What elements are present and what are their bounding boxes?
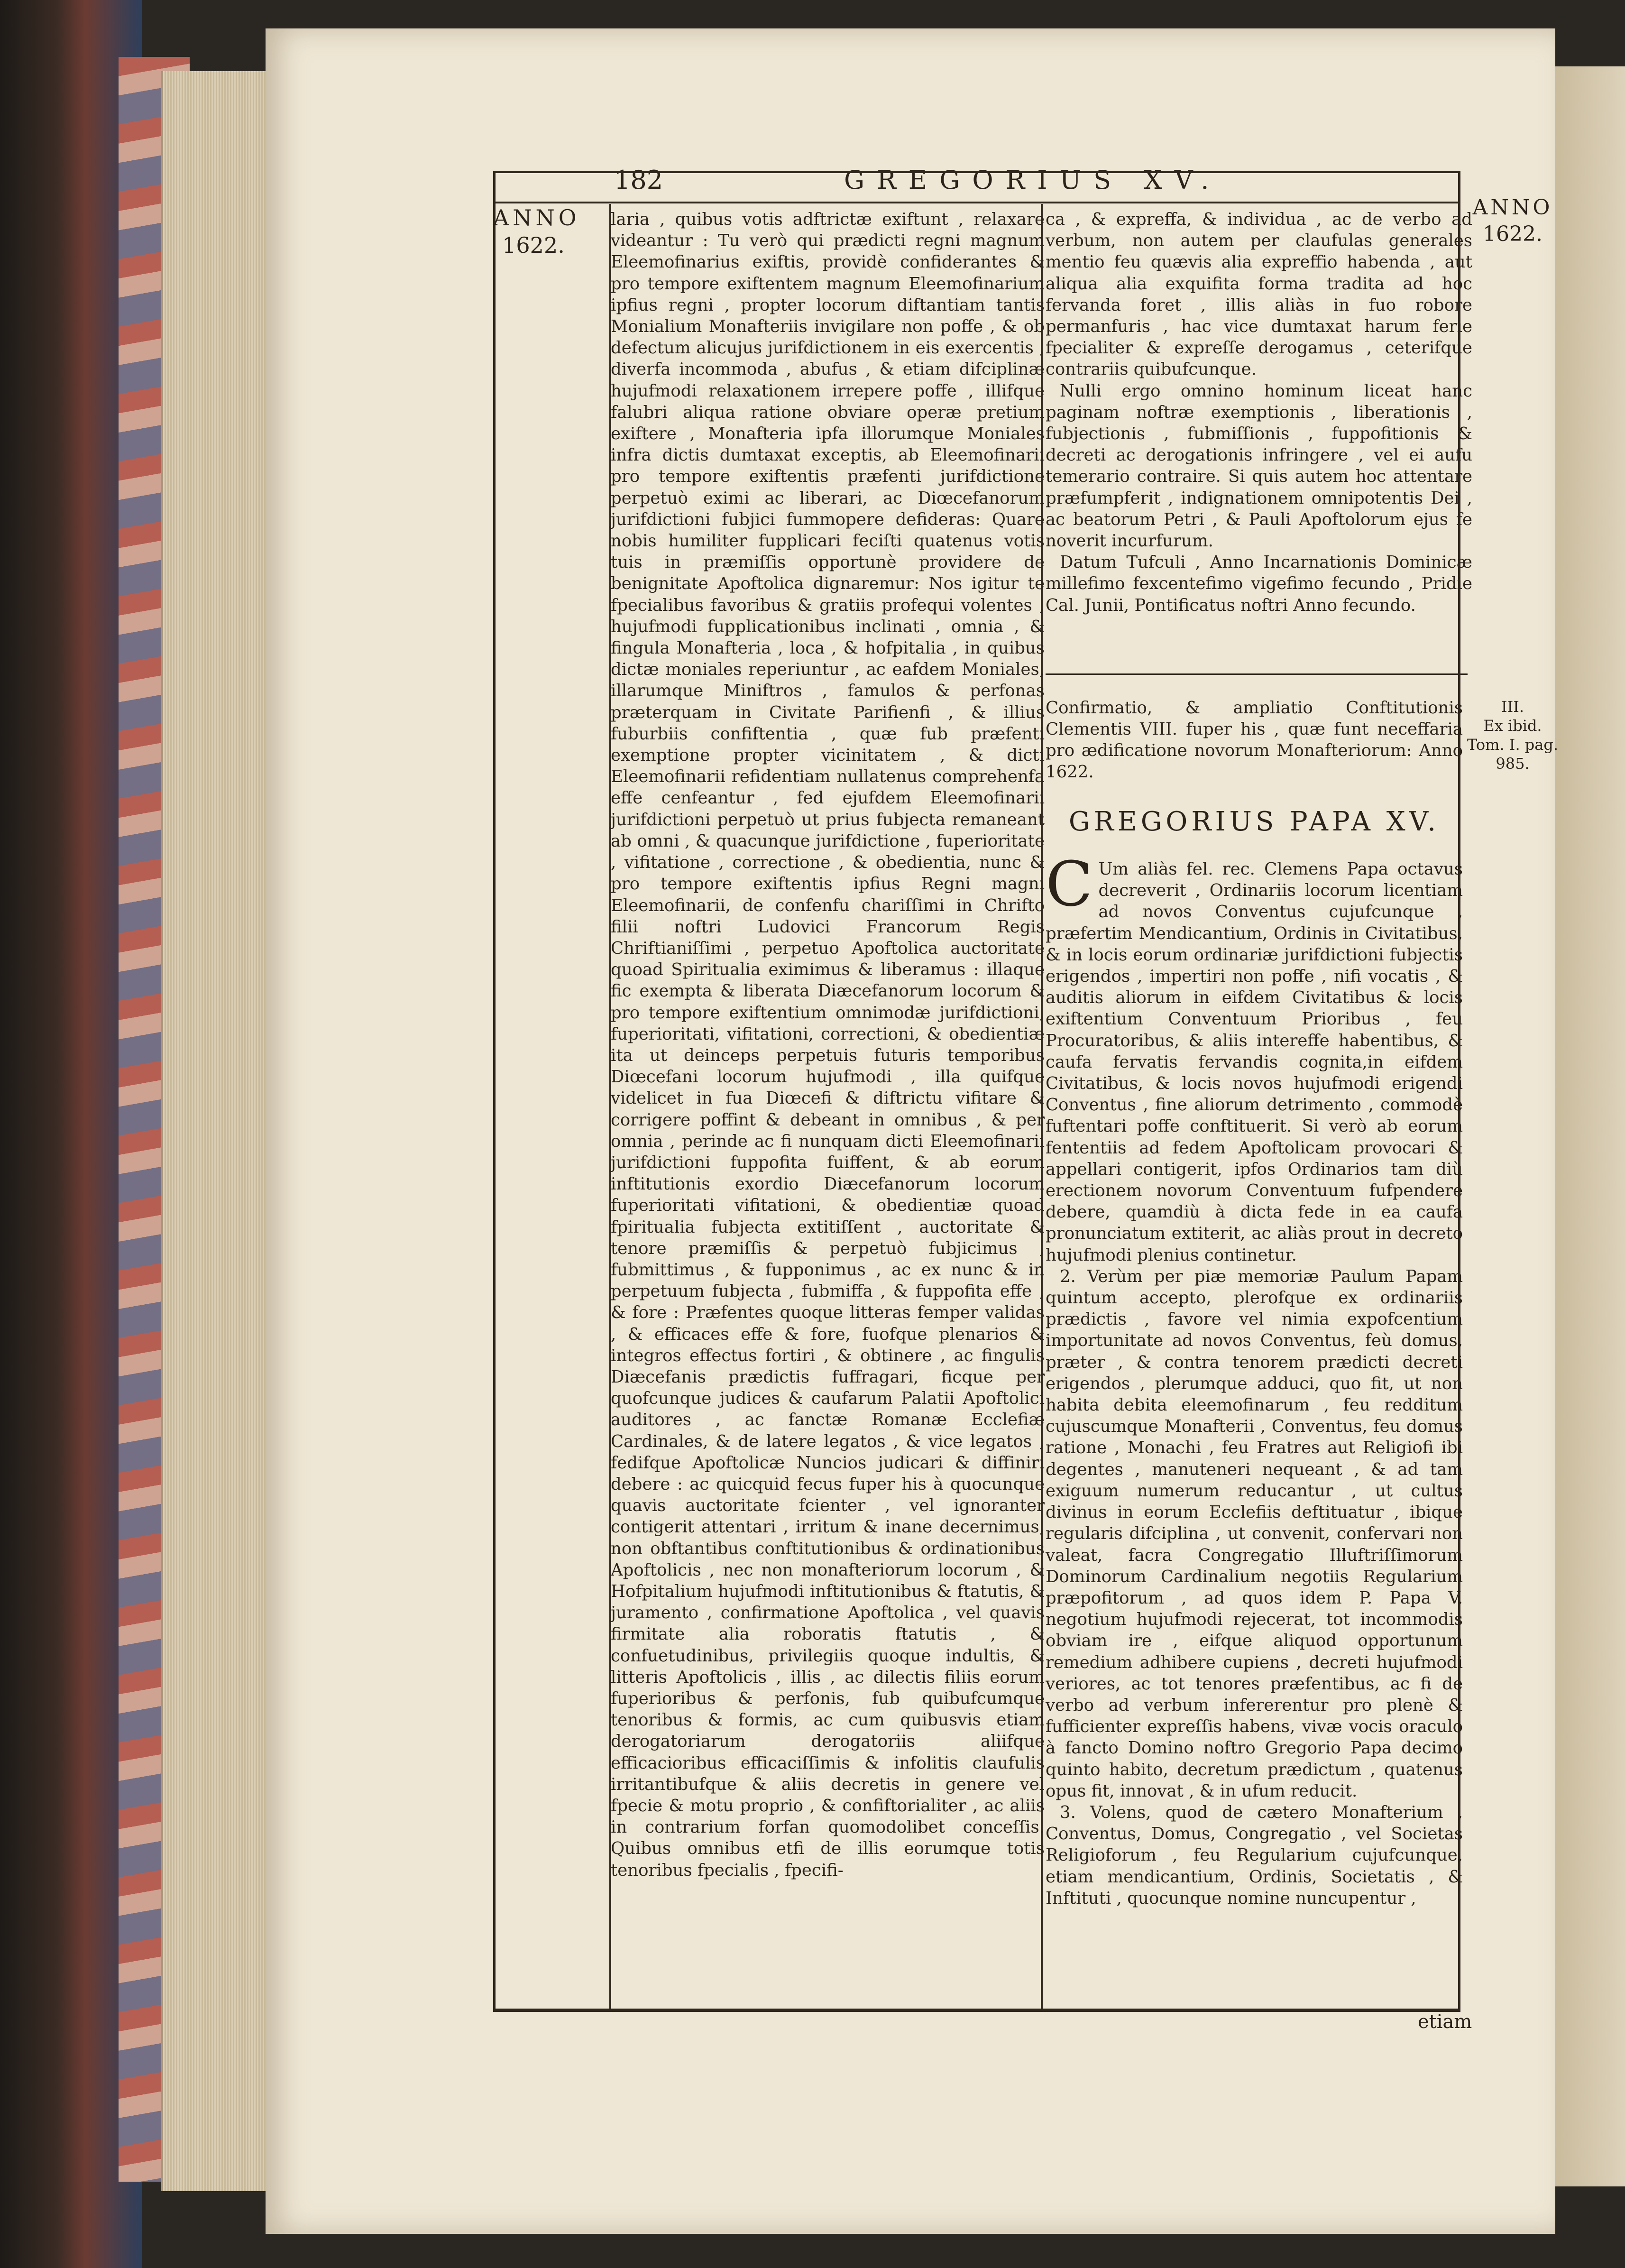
left-margin-year <box>493 204 580 259</box>
margin-note-line: III. <box>1501 698 1524 716</box>
margin-anno: ANNO <box>1472 195 1553 220</box>
left-column <box>611 209 1045 1881</box>
section-rule <box>1046 673 1468 675</box>
footer-rule <box>493 2010 1460 2012</box>
margin-note-line: Ex ibid. <box>1483 717 1542 735</box>
margin-year: 1622. <box>1483 222 1542 246</box>
margin-note-line: Tom. I. pag. <box>1467 736 1558 754</box>
header-rule <box>493 202 1460 203</box>
right-margin-year <box>1465 194 1560 248</box>
drop-capital: C <box>1046 848 1093 920</box>
left-column-text: laria , quibus votis adftrictæ exiftunt , relaxare videantur : Tu verò qui prædicti regni magnum Eleemofinarius exiftis, providè confiderantes & pro tempore exiftentem magnum Eleemofinarium ipfius regni , propter locorum diftantiam tantis Monialium Monafteriis invigilare non poffe , & ob defectum alicujus jurifdictionem in eis exercentis , diverfa incommoda , abufus , & etiam difciplinæ hujufmodi relaxationem irrepere poffe , illifque falubri aliqua ratione obviare operæ pretium exiftere , Monafteria ipfa illorumque Moniales infra dictis dumtaxat exceptis, ab Eleemofinarii pro tempore exiftentis præfenti jurifdictione perpetuò eximi ac liberari, ac Diœcefanorum jurifdictioni fubjici fummopere defideras: Quare nobis humiliter fupplicari feciſti quatenus votis tuis in præmiſſis opportunè providere de benignitate Apoftolica dignaremur: Nos igitur te fpecialibus favoribus & gratiis profequi volentes , hujufmodi fupplicationibus inclinati , omnia , & fingula Monafteria , loca , & hofpitalia , in quibus dictæ moniales reperiuntur , ac eafdem Moniales, illarumque Miniftros , famulos & perfonas præterquam in Civitate Parifienfi , & illius fuburbiis confiftentia , quæ fub præfenti exemptione propter vicinitatem , & dicti Eleemofinarii refidentiam nullatenus comprehenfa effe cenfeantur , fed ejufdem Eleemofinarii jurifdictioni perpetuò ut prius fubjecta remaneant ab omni , & quacunque jurifdictione , fuperioritate , vifitatione , correctione , & obedientia, nunc & pro tempore exiftentis ipfius Regni magni Eleemofinarii, de confenfu chariſſimi in Chrifto filii noftri Ludovici Francorum Regis Chriftianiſſimi , perpetuo Apoftolica auctoritate quoad Spiritualia eximimus & liberamus : illaque fic exempta & liberata Diæcefanorum locorum & pro tempore exiftentium omnimodæ jurifdictioni, fuperioritati, vifitationi, correctioni, & obedientiæ ita ut deinceps perpetuis futuris temporibus Diœcefani locorum hujufmodi , illa quifque videlicet in fua Diœcefi & diftrictu vifitare & corrigere poffint & debeant in omnibus , & per omnia , perinde ac fi nunquam dicti Eleemofinarii jurifdictioni fuppofita fuiffent, & ab eorum inftitutionis exordio Diæcefanorum locorum fuperioritati vifitationi, & obedientiæ quoad fpiritualia fubjecta extitiſſent , auctoritate & tenore præmiſſis & perpetuò fubjicimus , fubmittimus , & fupponimus , ac ex nunc & in perpetuum fubjecta , fubmiffa , & fuppofita effe , & fore : Præfentes quoque litteras femper validas , & efficaces effe & fore, fuofque plenarios & integros effectus fortiri , & obtinere , ac fingulis Diæcefanis prædictis fuffragari, ficque per quofcunque judices & caufarum Palatii Apoftolici auditores , ac fanctæ Romanæ Ecclefiæ Cardinales, & de latere legatos , & vice legatos , fedifque Apoftolicæ Nuncios judicari & diffiniri debere : ac quicquid fecus fuper his à quocunque quavis auctoritate fcienter , vel ignoranter contigerit attentari , irritum & inane decernimus, non obftantibus conftitutionibus & ordinationibus Apoftolicis , nec non monafteriorum locorum , & Hofpitalium hujufmodi inftitutionibus & ftatutis, & juramento , confirmatione Apoftolica , vel quavis firmitate alia roboratis ftatutis , & confuetudinibus, privilegiis quoque indultis, & litteris Apoftolicis , illis , ac dilectis filiis eorum fuperioribus & perfonis, fub quibufcumque tenoribus & formis, ac cum quibusvis etiam derogatoriarum derogatoriis aliifque efficacioribus efficaciſſimis & infolitis claufulis irritantibufque & aliis decretis in genere vel fpecie & motu proprio , & confiftorialiter , ac aliis in contrarium forfan quomodolibet conceſſis. Quibus omnibus etfi de illis eorumque totis tenoribus fpecialis , fpecifi- <box>611 210 1045 1880</box>
page-edges <box>161 71 282 2191</box>
facing-page-edge <box>1555 66 1625 2186</box>
right-column-top <box>1046 209 1472 616</box>
page-number: 182 <box>614 165 663 195</box>
margin-reference <box>1465 697 1560 773</box>
paragraph: Nulli ergo omnino hominum liceat hanc paginam noftræ exemptionis , liberationis , fubjectionis , fubmiſſionis , fuppofitionis & decreti ac derogationis infringere , vel ei aufu temerario contraire. Si quis autem hoc attentare præfumpferit , indignationem omnipotentis Dei , ac beatorum Petri , & Pauli Apoftolorum ejus fe noverit incurfurum. <box>1046 381 1472 551</box>
margin-year: 1622. <box>502 232 565 258</box>
paragraph: 3. Volens, quod de cætero Monafterium , Conventus, Domus, Congregatio , vel Societas Religioforum , feu Regularium cujufcunque, etiam mendicantium, Ordinis, Societatis , & Inftituti , quocunque nomine nuncupentur , <box>1046 1802 1463 1908</box>
catchword: etiam <box>1418 2011 1472 2033</box>
paragraph: ca , & expreffa, & individua , ac de verbo ad verbum, non autem per claufulas generales mentio feu quævis alia expreffio habenda , aut aliqua alia exquifita forma tradita ad hoc fervanda foret , illis aliàs in fuo robore permanfuris , hac vice dumtaxat harum ferie fpecialiter & expreſſe derogamus , ceterifque contrariis quibufcunque. <box>1046 210 1472 379</box>
paragraph: Um aliàs fel. rec. Clemens Papa octavus decreverit , Ordinariis locorum licentiam ad novos Conventus cujufcunque , præfertim Mendicantium, Ordinis in Civitatibus, & in locis eorum ordinariæ jurifdictioni fubjectis erigendos , impertiri non poffe , nifi vocatis , & auditis aliorum in eifdem Civitatibus & locis exiftentium Conventuum Prioribus , feu Procuratoribus, & aliis intereffe habentibus, & caufa fervatis fervandis cognita,in eifdem Civitatibus, & locis novos hujufmodi erigendi Conventus , fine aliorum detrimento , commodè fuftentari poffe conftituerit. Si verò ab eorum fententiis ad fedem Apoftolicam provocari & appellari contigerit, ipfos Ordinarios tam diù erectionem novorum Conventuum fufpendere debere, quamdiù à dicta fede in ea caufa pronunciatum extiterit, ac aliàs prout in decreto hujufmodi plenius continetur. <box>1046 859 1463 1265</box>
paragraph: 2. Verùm per piæ memoriæ Paulum Papam quintum accepto, plerofque ex ordinariis prædictis , favore vel nimia expofcentium importunitate ad novos Conventus, feù domus, præter , & contra tenorem prædicti decreti erigendos , plerumque adduci, quo fit, ut non habita debita eleemofinarum , feu redditum cujuscumque Monafterii , Conventus, feu domus ratione , Monachi , feu Fratres aut Religiofi ibi degentes , manuteneri nequeant , & ad tam exiguum numerum reducantur , ut cultus divinus in eorum Ecclefiis deftituatur , ibique regularis difciplina , ut convenit, confervari non valeat, facra Congregatio Illuftriſſimorum Dominorum Cardinalium negotiis Regularium præpofitorum , ad quos idem P. Papa V. negotium hujufmodi rejecerat, tot incommodis obviam ire , eifque aliquod opportunum remedium adhibere cupiens , decreti hujufmodi veriores, ac tot tenores præfentibus, ac fi de verbo ad verbum infererentur pro plenè & fufficienter expreſſis habens, vivæ vocis oraculo à fancto Domino noftro Gregorio Papa decimo quinto habito, decretum prædictum , quatenus opus fit, innovat , & in ufum reducit. <box>1046 1266 1463 1801</box>
section-heading: GREGORIUS PAPA XV. <box>1068 806 1440 837</box>
right-column-body <box>1046 848 1463 1909</box>
margin-anno: ANNO <box>493 205 580 230</box>
paragraph: Datum Tufculi , Anno Incarnationis Dominicæ millefimo fexcentefimo vigefimo fecundo , Pridie Cal. Junii, Pontificatus noftri Anno fecundo. <box>1046 553 1472 615</box>
margin-note-line: 985. <box>1496 755 1530 773</box>
running-title: GREGORIUS XV. <box>844 165 1221 195</box>
section-summary: Confirmatio, & ampliatio Conftitutionis Clementis VIII. fuper his , quæ funt neceffaria pro ædificatione novorum Monafteriorum: Anno 1622. <box>1046 698 1463 782</box>
